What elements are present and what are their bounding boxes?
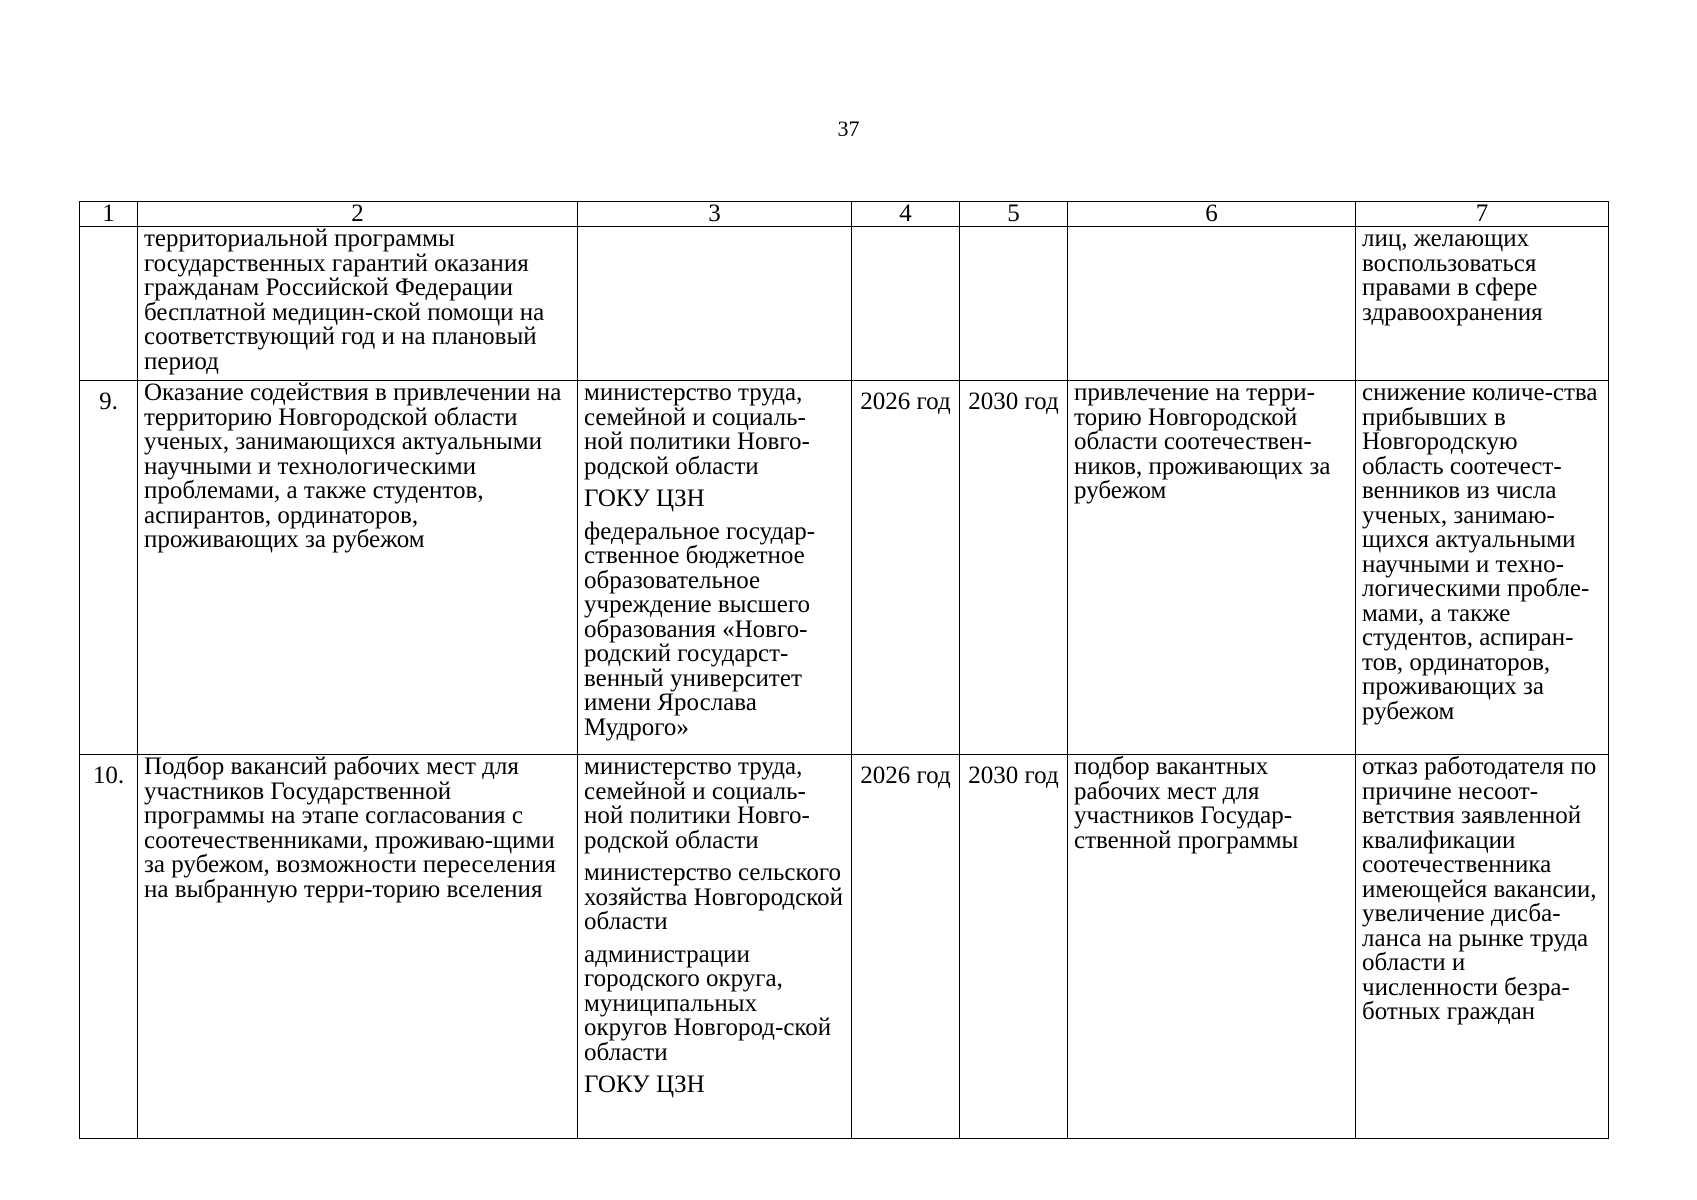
cell-measure: территориальной программы государственных гарантий оказания гражданам Российской Федерации бесплатной медицин-ской помощи на соответствующий год и на плановый период xyxy=(138,227,578,381)
cell-start-year xyxy=(852,227,960,381)
cell-executors xyxy=(578,755,852,1139)
executor-item: федеральное государ-ственное бюджетное образовательное учреждение высшего образования «Новго-родский государст-венный университет имени Ярослава Мудрого» xyxy=(584,517,816,741)
header-col-2: 2 xyxy=(138,202,578,227)
cell-risk: лиц, желающих воспользоваться правами в сфере здравоохранения xyxy=(1356,227,1609,381)
page-number: 37 xyxy=(837,116,860,141)
executor-item: министерство труда, семейной и социаль-ной политики Новго-родской области xyxy=(584,753,810,854)
table-row-9 xyxy=(80,381,1609,755)
executor-item: министерство сельского хозяйства Новгородской области xyxy=(584,859,843,935)
executor-item: ГОКУ ЦЗН xyxy=(584,1071,705,1098)
measures-table xyxy=(79,201,1609,1139)
cell-number xyxy=(80,227,138,381)
cell-result: подбор вакантных рабочих мест для участников Государ-ственной программы xyxy=(1068,755,1356,1139)
executor-item: ГОКУ ЦЗН xyxy=(584,485,705,512)
header-col-3: 3 xyxy=(578,202,852,227)
table-row-10 xyxy=(80,755,1609,1139)
cell-risk: отказ работодателя по причине несоот-ветствия заявленной квалификации соотечественника имеющейся вакансии, увеличение дисба-ланса на рынке труда области и численности безра-ботных граждан xyxy=(1356,755,1609,1139)
header-row xyxy=(80,202,1609,227)
cell-measure: Подбор вакансий рабочих мест для участников Государственной программы на этапе согласования с соотечественниками, проживаю-щими за рубежом, возможности переселения на выбранную терри-торию вселения xyxy=(138,755,578,1139)
cell-executors xyxy=(578,381,852,755)
executor-item: министерство труда, семейной и социаль-ной политики Новго-родской области xyxy=(584,379,810,480)
cell-end-year xyxy=(960,227,1068,381)
cell-number: 9. xyxy=(80,381,138,755)
table-row-continuation xyxy=(80,227,1609,381)
header-col-6: 6 xyxy=(1068,202,1356,227)
cell-measure: Оказание содействия в привлечении на территорию Новгородской области ученых, занимающихся актуальными научными и технологическими проблемами, а также студентов, аспирантов, ординаторов, проживающих за рубежом xyxy=(138,381,578,755)
cell-end-year: 2030 год xyxy=(960,755,1068,1139)
cell-number: 10. xyxy=(80,755,138,1139)
header-col-1: 1 xyxy=(80,202,138,227)
cell-result xyxy=(1068,227,1356,381)
header-col-4: 4 xyxy=(852,202,960,227)
cell-end-year: 2030 год xyxy=(960,381,1068,755)
header-col-7: 7 xyxy=(1356,202,1609,227)
header-col-5: 5 xyxy=(960,202,1068,227)
executor-item: администрации городского округа, муниципальных округов Новгород-ской области xyxy=(584,940,832,1066)
cell-start-year: 2026 год xyxy=(852,755,960,1139)
cell-risk: снижение количе-ства прибывших в Новгородскую область соотечест-венников из числа ученых, занимаю-щихся актуальными научными и техно-логическими пробле-мами, а также студентов, аспиран-тов, ординаторов, проживающих за рубежом xyxy=(1356,381,1609,755)
cell-executors xyxy=(578,227,852,381)
cell-start-year: 2026 год xyxy=(852,381,960,755)
cell-result: привлечение на терри-торию Новгородской области соотечествен-ников, проживающих за рубежом xyxy=(1068,381,1356,755)
